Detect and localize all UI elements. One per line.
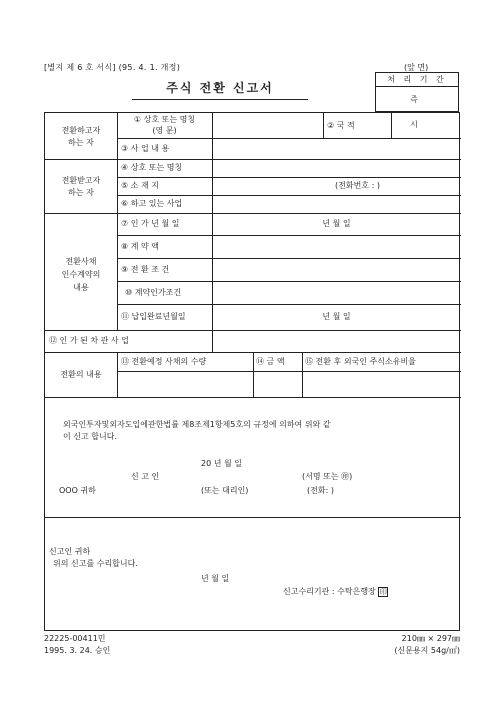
form-title: 주식 전환 신고서 (132, 79, 308, 100)
processing-period-value: 즉 시 (410, 95, 454, 129)
contract-section-label: 전환사채 인수계약의 내용 (61, 257, 101, 292)
paper-size: 210㎜ × 297㎜ (401, 634, 460, 643)
transferee-section-label: 전환받고자 하는 자 (61, 176, 101, 197)
acceptance-text: 위의 신고를 수리합니다. (53, 559, 138, 568)
payment-date-ymd: 년 월 일 (322, 312, 351, 321)
form-number: [별지 제 6 호 서식] (95. 4. 1. 개정) (44, 63, 181, 72)
reporter-label: 신 고 인 (131, 472, 160, 481)
field-payment-completion-date: ⑪ 납입완료년월일 (121, 312, 186, 321)
paper-type: (신문용지 54g/㎡) (394, 646, 460, 655)
field-amount: ⑭ 금 액 (256, 357, 285, 366)
field-approval-date: ⑦ 인 가 년 월 일 (121, 219, 180, 228)
field-address: ⑤ 소 재 지 (121, 181, 159, 190)
form-code: 22225-00411민 (44, 634, 106, 643)
seal-icon: 印 (379, 588, 387, 596)
field-bond-quantity: ⑬ 전환예정 사채의 수량 (121, 357, 207, 366)
conversion-section-label: 전환의 내용 (60, 370, 102, 379)
accepting-agency: 신고수리기관 : 수탁은행장 印 (283, 587, 387, 596)
field-nationality: ② 국 적 (327, 121, 355, 130)
front-side-label: (앞 면) (404, 63, 429, 72)
processing-period-box (375, 72, 459, 129)
field-contract-amount: ⑧ 계 약 액 (121, 242, 159, 251)
acceptance-date: 년 월 일 (201, 574, 230, 583)
approved-business-label: ⑫ 인 가 된 차 관 사 업 (49, 336, 129, 345)
declaration-phone: (전화: ) (307, 486, 334, 495)
signature-or-seal: (서명 또는 ㊞) (302, 472, 353, 481)
footer-right (370, 633, 460, 657)
field-conversion-terms: ⑨ 전 환 조 건 (121, 265, 170, 274)
declaration-text-line1: 외국인투자및외자도입에관한법률 제8조제1항제5호의 규정에 의하여 위와 같 (63, 420, 331, 429)
field-business-content: ③ 사 업 내 용 (121, 144, 170, 153)
transferor-section-label: 전환하고자 하는 자 (61, 126, 101, 147)
acceptance-addressee: 신고인 귀하 (49, 547, 91, 556)
approval-date: 1995. 3. 24. 승인 (44, 646, 111, 655)
processing-period-label: 처 리 기 간 (376, 73, 458, 87)
declaration-date: 20 년 월 일 (201, 459, 242, 468)
field-current-business: ⑥ 하고 있는 사업 (121, 199, 183, 208)
report-form-table (44, 112, 460, 631)
agent-label: (또는 대리인) (201, 486, 249, 495)
footer-left (44, 633, 110, 657)
field-foreign-ownership-ratio: ⑮ 전환 후 외국인 주식소유비율 (305, 357, 416, 366)
field-company-name: ① 상호 또는 명칭 (영 문) (133, 115, 196, 135)
declaration-text-line2: 이 신고 합니다. (63, 432, 117, 441)
field-phone-number: (전화번호 : ) (335, 181, 380, 190)
field-transferee-name: ④ 상호 또는 명칭 (121, 163, 183, 172)
addressee: OOO 귀하 (59, 486, 96, 495)
approval-date-ymd: 년 월 일 (322, 219, 351, 228)
field-contract-approval-terms: ⑩ 계약인가조건 (125, 288, 182, 297)
